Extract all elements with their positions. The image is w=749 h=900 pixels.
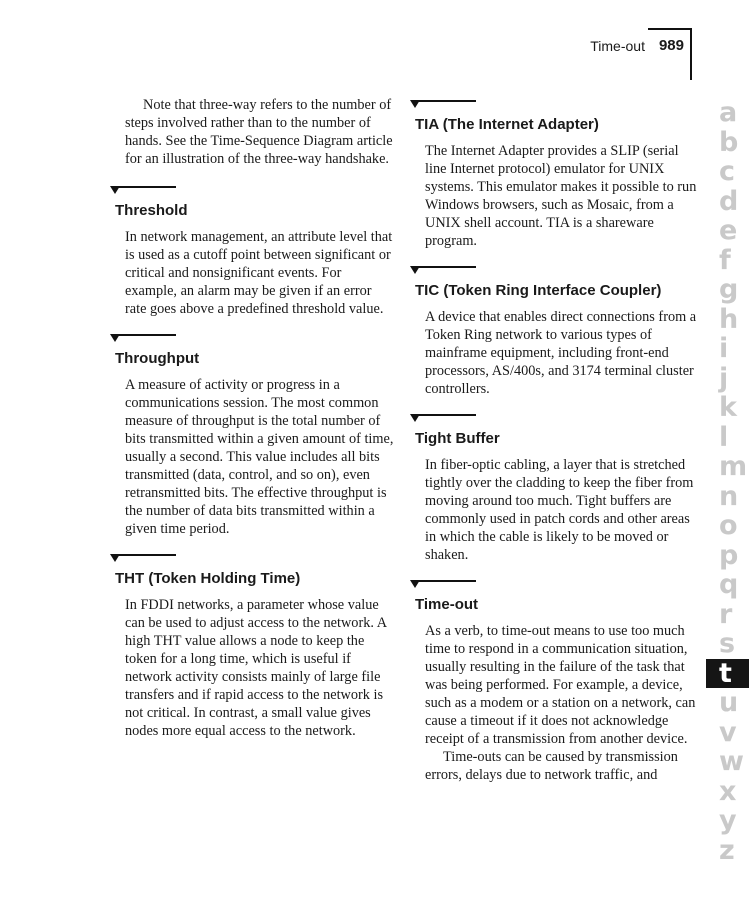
- entry-title: TIA (The Internet Adapter): [415, 116, 599, 133]
- entry-marker: [110, 186, 178, 196]
- thumb-index-letter[interactable]: k: [719, 392, 737, 423]
- thumb-index-letter[interactable]: j: [719, 362, 729, 394]
- thumb-index-letter[interactable]: z: [719, 834, 735, 866]
- entry-title: THT (Token Holding Time): [115, 570, 301, 587]
- entry-threshold: [110, 186, 395, 318]
- thumb-index-letter[interactable]: n: [719, 480, 739, 512]
- thumb-index-letter[interactable]: x: [719, 775, 737, 807]
- entry-title: Tight Buffer: [415, 430, 500, 447]
- entry-tic: [410, 266, 700, 398]
- page-number: 989: [658, 37, 684, 54]
- thumb-index-letter[interactable]: u: [719, 687, 739, 718]
- entry-tia: [410, 100, 700, 250]
- thumb-index-letter[interactable]: p: [719, 539, 739, 571]
- entry-text: A device that enables direct connections from a Token Ring network to various types of mainframe equipment, including front-end processors, AS/400s, and 3174 terminal cluster controllers.: [425, 309, 697, 397]
- entry-marker: [410, 266, 478, 276]
- thumb-index-letter[interactable]: a: [719, 97, 738, 128]
- thumb-index-letter[interactable]: y: [719, 805, 737, 836]
- entry-time-out: [410, 580, 700, 784]
- entry-text: In network management, an attribute level that is used as a cutoff point between significant or critical and nonsignificant events. For example, an alarm may be given if an error rate goes above a predefined threshold value.: [125, 229, 393, 317]
- right-column: [410, 100, 700, 800]
- thumb-index-letter[interactable]: d: [719, 185, 739, 217]
- thumb-index-letter[interactable]: v: [719, 716, 737, 748]
- thumb-index-letter[interactable]: c: [719, 156, 736, 187]
- alphabet-thumb-index: [706, 98, 749, 865]
- entry-title: Time-out: [415, 596, 479, 613]
- entry-text: The Internet Adapter provides a SLIP (serial line Internet protocol) emulator for UNIX systems. This emulator makes it possible to run Windows browsers, such as Mosaic, from a UNIX shell account. TIA is a shareware program.: [425, 143, 697, 249]
- thumb-index-letter[interactable]: b: [719, 126, 739, 158]
- thumb-index-letter[interactable]: i: [719, 333, 729, 364]
- thumb-index-letter[interactable]: g: [719, 274, 739, 305]
- thumb-index-letter[interactable]: o: [719, 510, 738, 541]
- thumb-index-letter[interactable]: s: [719, 628, 736, 659]
- thumb-index-letter[interactable]: w: [719, 746, 744, 777]
- thumb-index-letter-active[interactable]: t: [706, 659, 749, 689]
- left-column: [110, 96, 395, 756]
- running-header: [590, 30, 692, 80]
- entry-marker: [410, 580, 478, 590]
- intro-paragraph: Note that three-way refers to the number of steps involved rather than to the number of hands. See the Time-Sequence Diagram article for an illustration of the three-way handshake.: [125, 97, 393, 167]
- entry-title: TIC (Token Ring Interface Coupler): [415, 282, 662, 299]
- thumb-index-letter[interactable]: l: [719, 421, 729, 453]
- thumb-index-letter[interactable]: e: [719, 215, 738, 246]
- thumb-index-letter[interactable]: q: [719, 569, 739, 600]
- entry-title: Throughput: [115, 350, 200, 367]
- entry-text: In fiber-optic cabling, a layer that is stretched tightly over the cladding to keep the fiber from moving around too much. Tight buffers are commonly used in patch cords and other areas in which the cable is likely to be moved or shaken.: [425, 457, 694, 563]
- entry-marker: [410, 414, 478, 424]
- entry-text: As a verb, to time-out means to use too much time to respond in a communication situation, usually resulting in the failure of the task that was being performed. For example, a device, such as a modem or a station on a network, can cause a timeout if it does not acknowledge receipt of a transmission from another device.: [425, 623, 696, 747]
- entry-throughput: [110, 334, 395, 538]
- thumb-index-letter[interactable]: r: [719, 598, 733, 630]
- entry-text: In FDDI networks, a parameter whose value can be used to adjust access to the network. A high THT value allows a node to keep the token for a long time, which is useful if network activity consists mainly of large file transfers and if rapid access to the network is not critical. In contrast, a small value gives nodes more equal access to the network.: [125, 597, 387, 739]
- entry-marker: [110, 554, 178, 564]
- entry-marker: [410, 100, 478, 110]
- thumb-index-letter[interactable]: h: [719, 303, 739, 335]
- entry-text-continued: Time-outs can be caused by transmission errors, delays due to network traffic, and: [425, 749, 678, 783]
- running-header-title: Time-out: [590, 38, 645, 54]
- thumb-index-letter[interactable]: m: [719, 451, 748, 482]
- entry-title: Threshold: [115, 202, 188, 219]
- entry-text: A measure of activity or progress in a communications session. The most common measure of throughput is the total number of bits transmitted within a given amount of time, usually a second. This value includes all bits transmitted (data, control, and so on), even retransmitted bits. The effective throughput is the number of data bits transmitted within a given time period.: [125, 377, 394, 537]
- entry-tight-buffer: [410, 414, 700, 564]
- entry-tht: [110, 554, 395, 740]
- thumb-index-letter[interactable]: f: [719, 244, 731, 276]
- entry-marker: [110, 334, 178, 344]
